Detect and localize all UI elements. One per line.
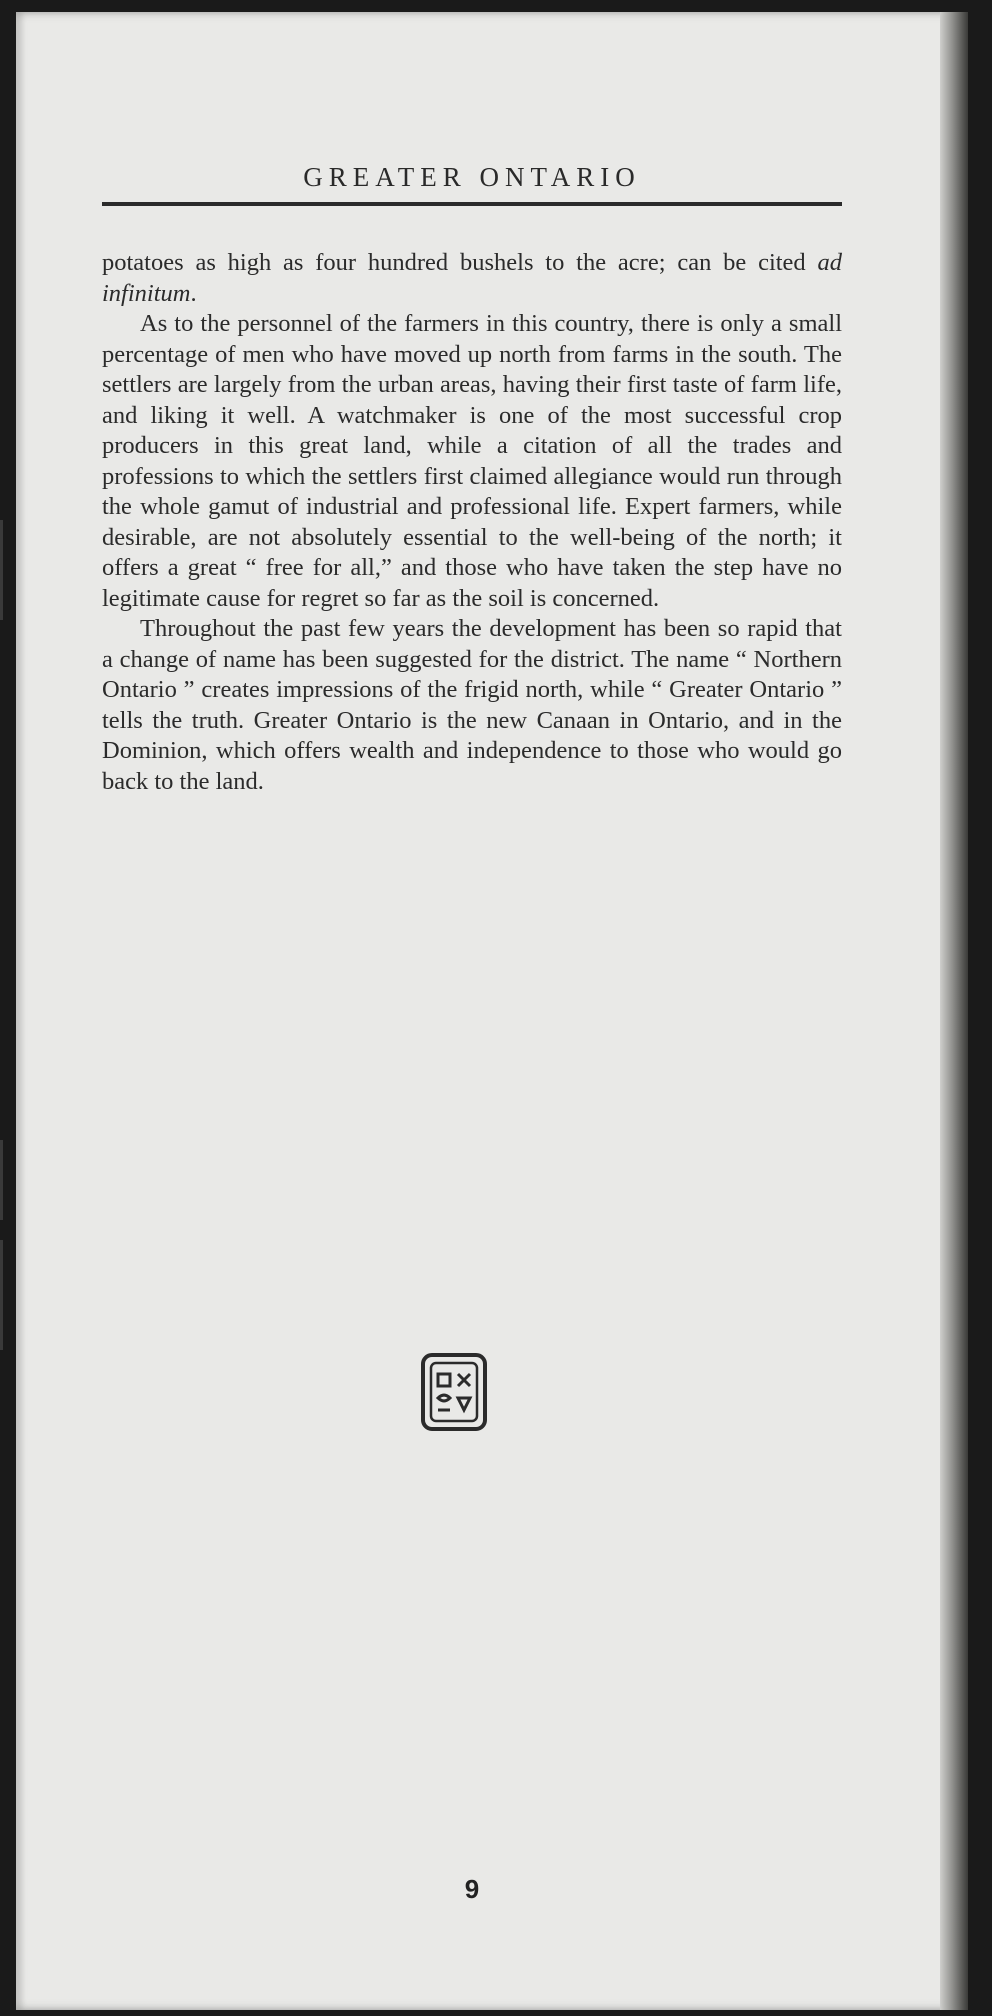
margin-mark — [0, 520, 3, 620]
paragraph-2: As to the personnel of the farmers in this country, there is only a small percentage of men who have moved up north from farms in the south. The settlers are largely from the urban areas, having their first taste of farm life, and liking it well. A watchmaker is one of the most successful crop producers in this great land, while a citation of all the trades and professions to which the settlers first claimed allegiance would run through the whole gamut of industrial and professional life. Expert farmers, while desirable, are not absolutely essential to the well-being of the north; it offers a great “ free for all,” and those who have taken the step have no legitimate cause for regret so far as the soil is concerned. — [102, 310, 842, 612]
paragraph-3: Throughout the past few years the development has been so rapid that a change of name has been suggested for the district. The name “ Northern Ontario ” creates impressions of the frigid north, while “ Greater Ontario ” tells the truth. Greater Ontario is the new Canaan in Ontario, and in the Dominion, which offers wealth and independence to those who would go back to the land. — [102, 615, 842, 795]
paragraph-1-end: . — [190, 279, 197, 307]
paragraph-1 — [102, 248, 842, 309]
margin-mark — [0, 1240, 3, 1350]
margin-mark — [0, 1140, 3, 1220]
paragraph-1-text: potatoes as high as four hundred bushels to the acre; can be cited — [102, 249, 818, 276]
running-title: GREATER ONTARIO — [303, 162, 641, 192]
paragraph-1-italic: ad infinitum — [102, 249, 842, 307]
body-text — [102, 248, 842, 797]
header-rule — [102, 202, 842, 206]
page-edge-shadow — [940, 12, 968, 2010]
page-number: 9 — [464, 1874, 480, 1904]
book-page — [16, 12, 968, 2010]
printers-ornament-icon — [420, 1352, 488, 1432]
